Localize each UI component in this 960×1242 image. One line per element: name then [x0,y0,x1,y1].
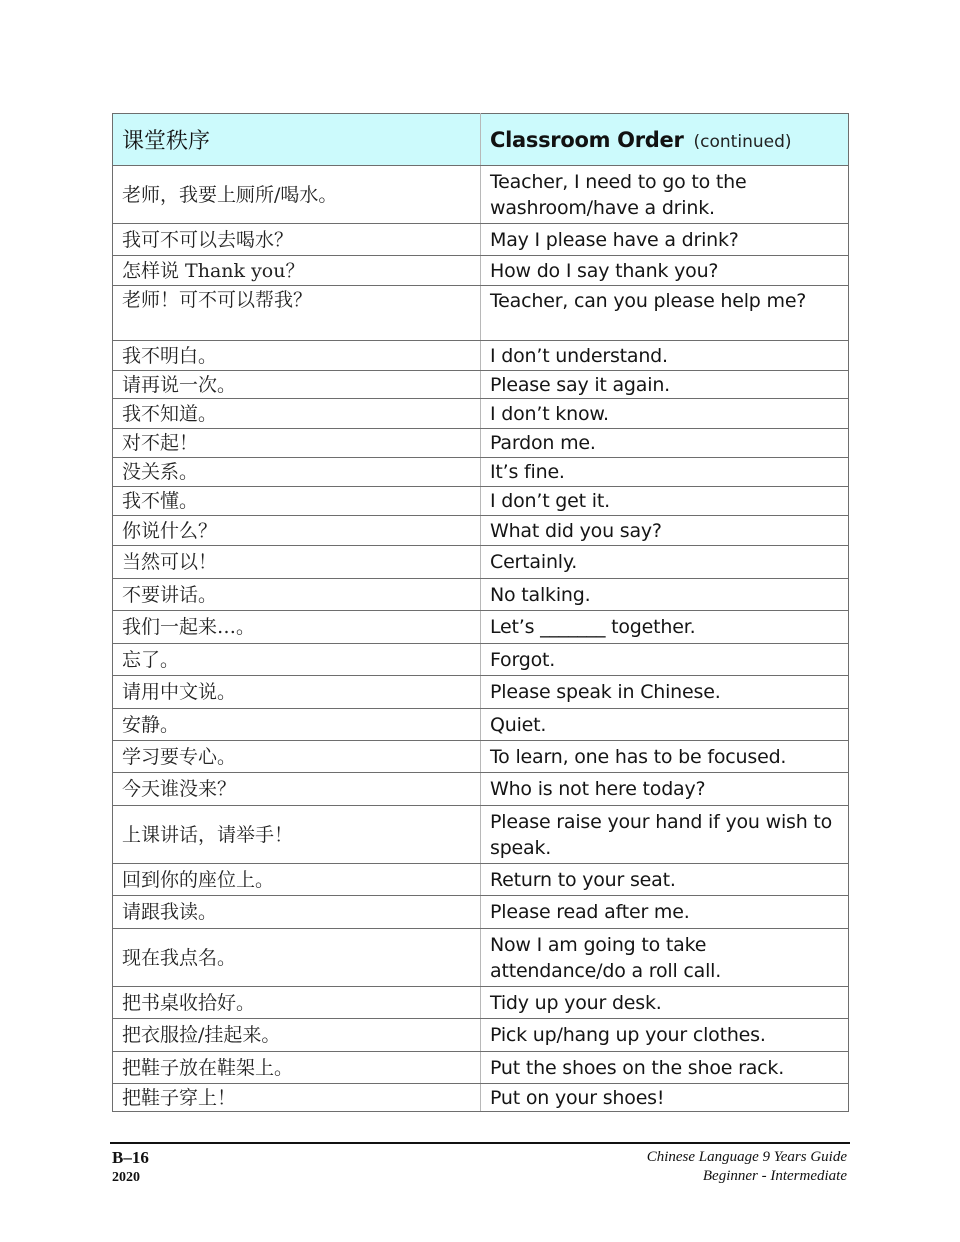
chinese-phrase-cell: 安静。 [113,709,481,741]
chinese-phrase-cell: 我们一起来…。 [113,611,481,644]
table-row [113,611,849,644]
english-translation-cell: Please read after me. [481,896,849,929]
header-english-cell [481,114,849,166]
table-row [113,1052,849,1084]
table-row [113,987,849,1019]
english-translation-cell: To learn, one has to be focused. [481,741,849,773]
english-translation-cell: Now I am going to take attendance/do a roll call. [481,929,849,987]
english-translation-cell: I don’t get it. [481,487,849,516]
chinese-phrase-cell: 不要讲话。 [113,579,481,611]
chinese-phrase-cell: 把鞋子放在鞋架上。 [113,1052,481,1084]
table-row [113,773,849,806]
chinese-phrase-cell: 请用中文说。 [113,676,481,709]
english-translation-cell: Please raise your hand if you wish to speak. [481,806,849,864]
english-translation-cell: Let’s _______ together. [481,611,849,644]
table-row [113,256,849,286]
chinese-phrase-cell: 怎样说 Thank you？ [113,256,481,286]
chinese-phrase-cell: 老师，我要上厕所/喝水。 [113,166,481,224]
english-translation-cell: No talking. [481,579,849,611]
header-english-title: Classroom Order [490,127,684,152]
footer-divider [110,1142,850,1144]
chinese-phrase-cell: 把书桌收拾好。 [113,987,481,1019]
table-row [113,929,849,987]
chinese-phrase-cell: 你说什么？ [113,516,481,546]
footer-year: 2020 [112,1170,140,1185]
page-number: B–16 [112,1148,149,1167]
english-translation-cell: May I please have a drink? [481,224,849,256]
english-translation-cell: How do I say thank you? [481,256,849,286]
chinese-phrase-cell: 我不明白。 [113,341,481,371]
chinese-phrase-cell: 把衣服捡/挂起来。 [113,1019,481,1052]
english-translation-cell: Quiet. [481,709,849,741]
english-translation-cell: Tidy up your desk. [481,987,849,1019]
table-row [113,741,849,773]
english-translation-cell: What did you say? [481,516,849,546]
table-header-row [113,114,849,166]
english-translation-cell: I don’t understand. [481,341,849,371]
table-row [113,546,849,579]
table-row [113,399,849,429]
chinese-phrase-cell: 今天谁没来？ [113,773,481,806]
english-translation-cell: Return to your seat. [481,864,849,896]
table-row [113,1019,849,1052]
table-row [113,1084,849,1112]
table-row [113,286,849,341]
chinese-phrase-cell: 忘了。 [113,644,481,676]
table-row [113,341,849,371]
footer-document-title: Chinese Language 9 Years Guide [646,1149,847,1165]
chinese-phrase-cell: 我不知道。 [113,399,481,429]
table-row [113,644,849,676]
table-row [113,709,849,741]
chinese-phrase-cell: 老师！可不可以帮我？ [113,286,481,341]
table-row [113,896,849,929]
english-translation-cell: Who is not here today? [481,773,849,806]
header-chinese-title: 课堂秩序 [122,129,211,154]
english-translation-cell: Please speak in Chinese. [481,676,849,709]
english-translation-cell: I don’t know. [481,399,849,429]
table-row [113,579,849,611]
table-row [113,487,849,516]
chinese-phrase-cell: 对不起！ [113,429,481,458]
english-translation-cell: Put on your shoes! [481,1084,849,1112]
footer-document-subtitle: Beginner - Intermediate [702,1168,847,1184]
table-body [113,166,849,1112]
header-chinese-cell [113,114,481,166]
chinese-phrase-cell: 现在我点名。 [113,929,481,987]
chinese-phrase-cell: 我不懂。 [113,487,481,516]
english-translation-cell: Teacher, I need to go to the washroom/have a drink. [481,166,849,224]
english-translation-cell: Put the shoes on the shoe rack. [481,1052,849,1084]
english-translation-cell: Please say it again. [481,371,849,399]
table-row [113,429,849,458]
english-translation-cell: Certainly. [481,546,849,579]
table-row [113,166,849,224]
english-translation-cell: It’s fine. [481,458,849,487]
header-continued-note: (continued) [693,131,792,152]
chinese-phrase-cell: 请再说一次。 [113,371,481,399]
english-translation-cell: Pick up/hang up your clothes. [481,1019,849,1052]
chinese-phrase-cell: 上课讲话，请举手！ [113,806,481,864]
table-row [113,516,849,546]
english-translation-cell: Forgot. [481,644,849,676]
table-row [113,371,849,399]
footer-right [647,1148,847,1186]
table-row [113,676,849,709]
table-row [113,806,849,864]
chinese-phrase-cell: 学习要专心。 [113,741,481,773]
table-row [113,864,849,896]
english-translation-cell: Teacher, can you please help me? [481,286,849,341]
table-row [113,224,849,256]
chinese-phrase-cell: 把鞋子穿上！ [113,1084,481,1112]
footer-left [112,1148,149,1187]
chinese-phrase-cell: 当然可以！ [113,546,481,579]
table-row [113,458,849,487]
chinese-phrase-cell: 没关系。 [113,458,481,487]
english-translation-cell: Pardon me. [481,429,849,458]
chinese-phrase-cell: 我可不可以去喝水？ [113,224,481,256]
classroom-order-table [112,113,849,1112]
chinese-phrase-cell: 请跟我读。 [113,896,481,929]
chinese-phrase-cell: 回到你的座位上。 [113,864,481,896]
